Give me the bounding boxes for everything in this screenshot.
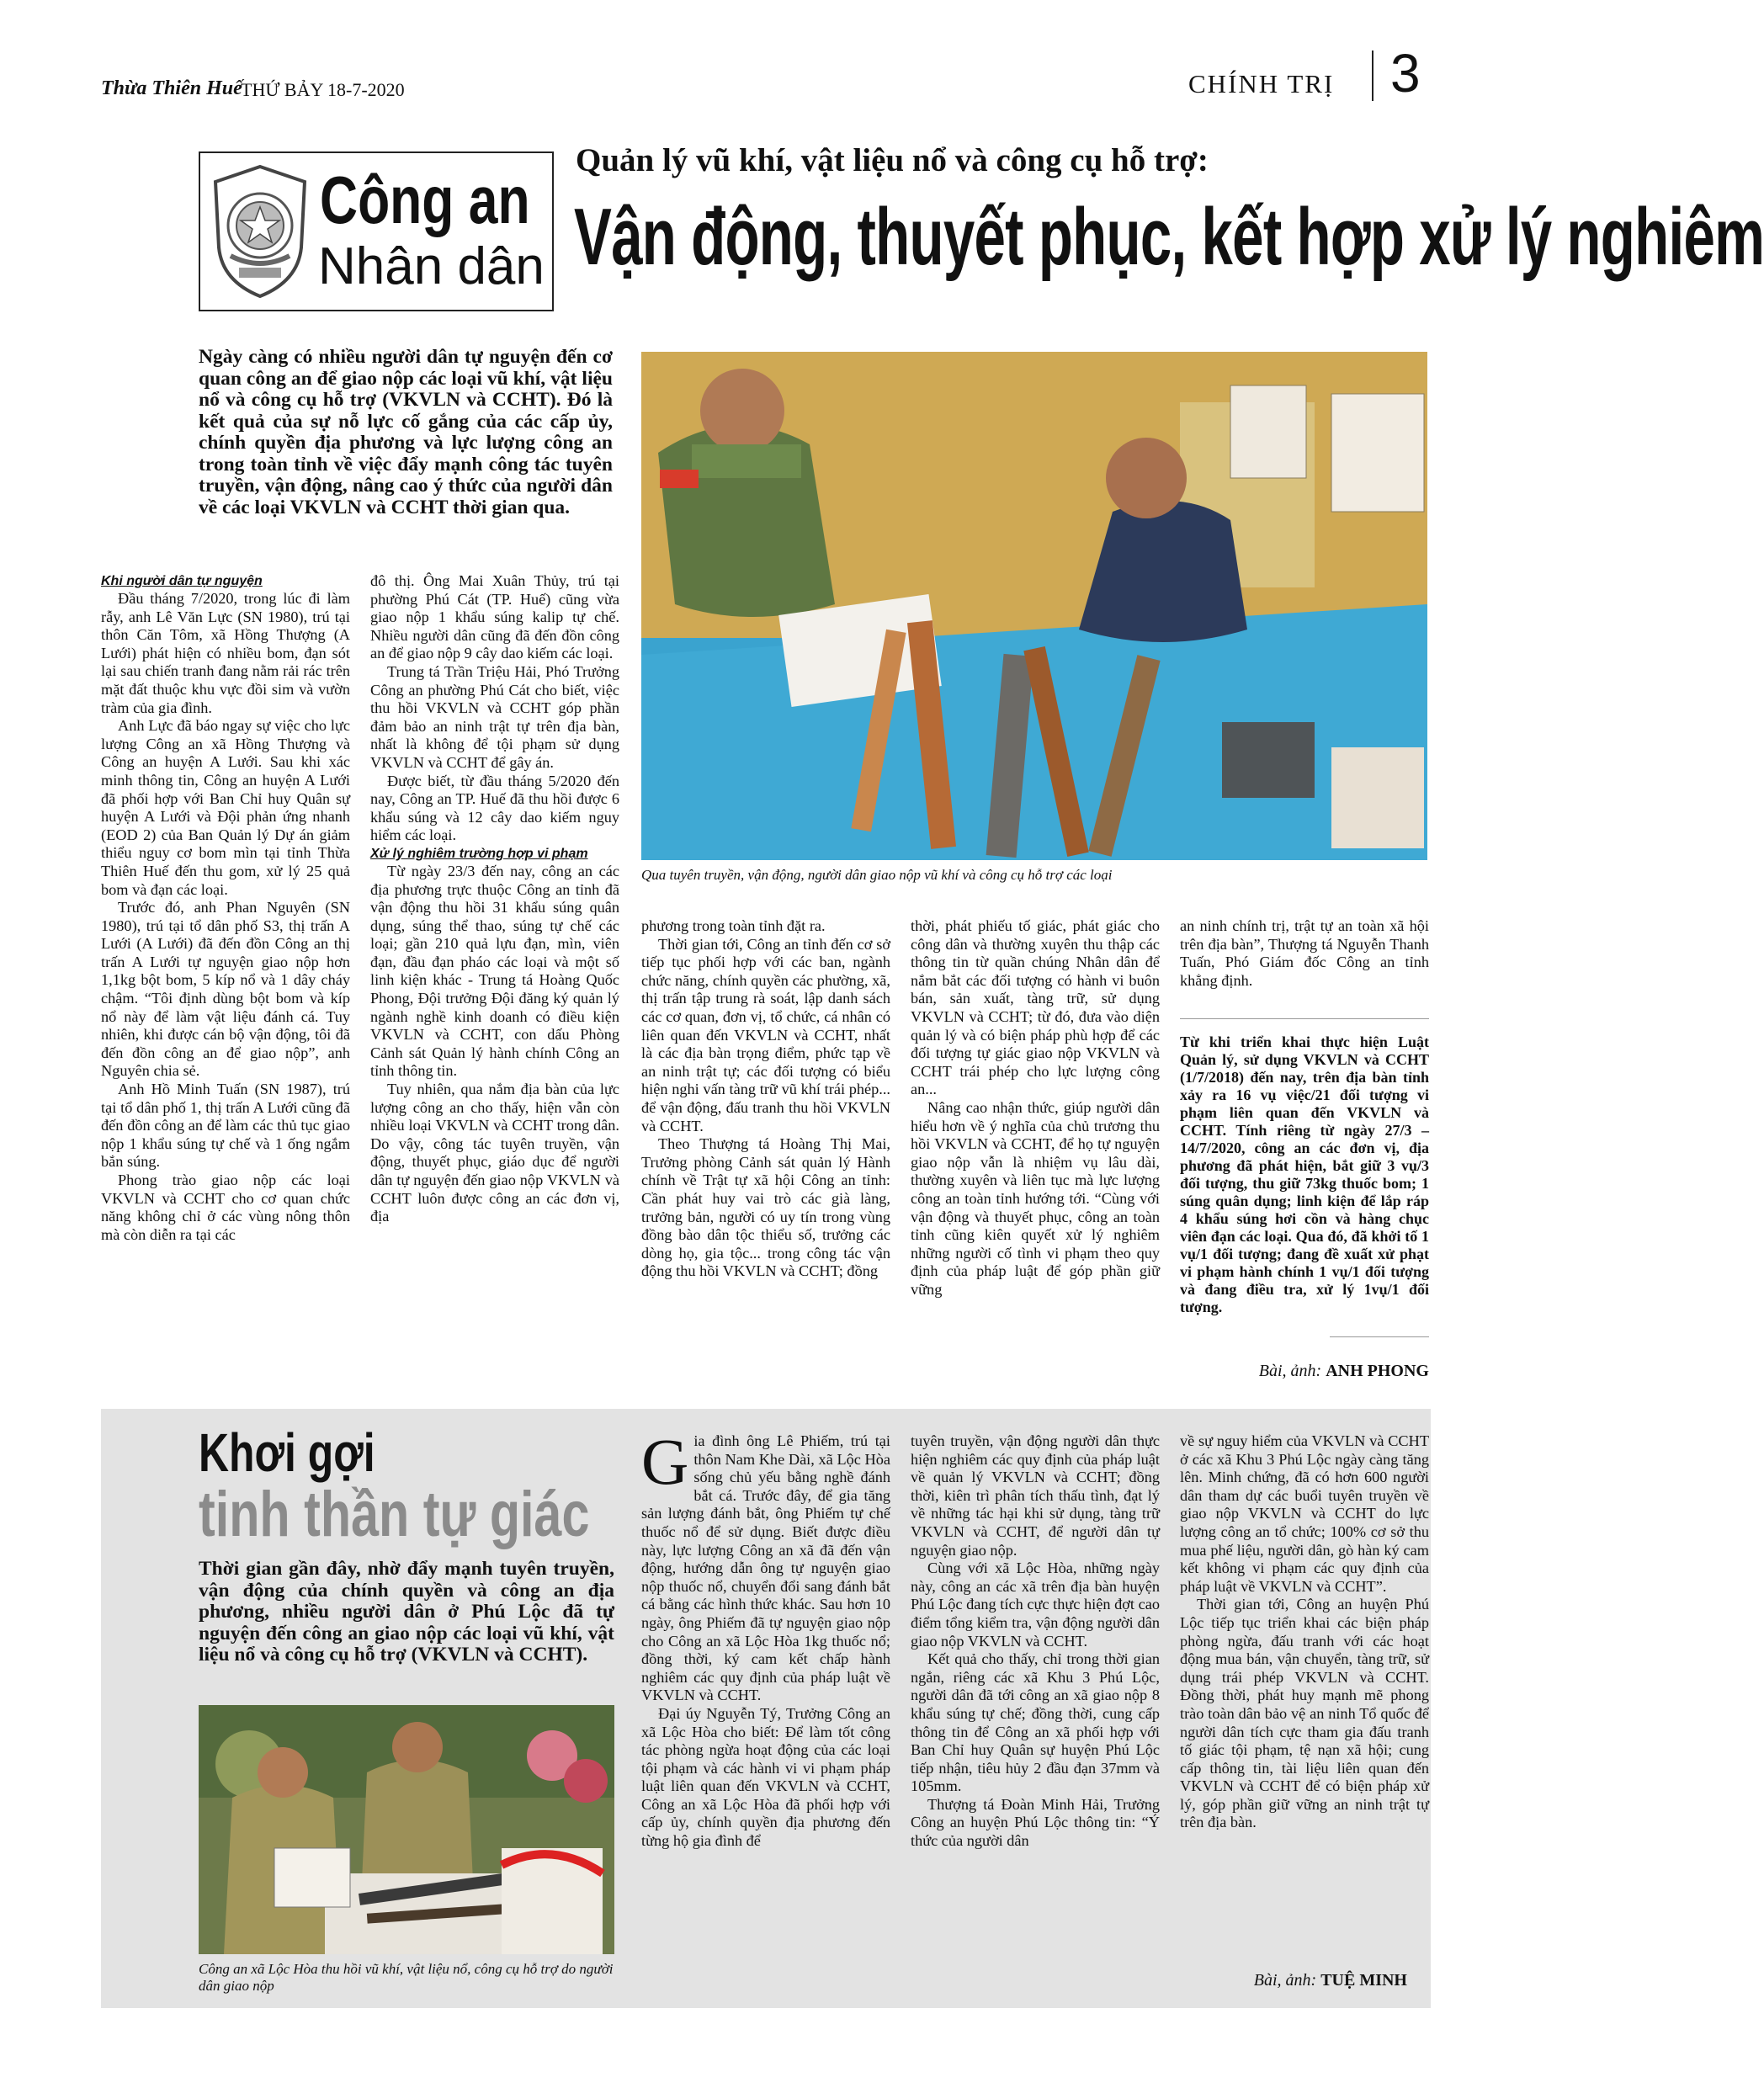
paragraph: Kết quả cho thấy, chỉ trong thời gian ngắn, riêng các xã Khu 3 Phú Lộc, người dân đã tới công an xã giao nộp 8 khẩu súng tự chế; đồng thời, cung cấp thông tin để Công an xã phối hợp với Ban Chỉ huy Quân sự huyện Phú Lộc tiếp nhận, tiêu hủy 2 đầu đạn 37mm và 105mm. [911,1650,1160,1795]
article2-byline [1180,1971,1407,1990]
paragraph: Thời gian tới, Công an tỉnh đến cơ sở tiếp tục phối hợp với các ban, ngành chức năng, chính quyền các phường, xã, thị trấn tập trung rà soát, lập danh sách các cơ quan, đơn vị, tổ chức, cá nhân có liên quan đến VKVLN và CCHT, nhất là các địa bàn trọng điểm, phức tạp về an ninh trật tự; các đối tượng có biểu hiện nghi vấn tàng trữ vũ khí trái phép... để vận động, đấu tranh thu hồi VKVLN và CCHT. [641,935,890,1134]
paper-name: Thừa Thiên Huế [101,77,242,99]
article2-column-2 [911,1432,1160,1851]
paragraph: đô thị. Ông Mai Xuân Thủy, trú tại phường Phú Cát (TP. Huế) cũng vừa giao nộp 1 khẩu súng kalip tự chế. Nhiều người dân cũng đã đến đồn công an để giao nộp 9 cây dao kiếm các loại. [370,572,619,662]
logo-line1: Công an [320,162,530,237]
paragraph: phương trong toàn tỉnh đặt ra. [641,917,826,934]
byline-name: TUỆ MINH [1320,1971,1407,1990]
sidebar-rule-bottom [1330,1336,1429,1337]
article1-photo [641,352,1427,860]
sidebar-rule-top [1180,1018,1429,1019]
article2-photo [199,1705,614,1954]
article1-column-5 [1180,917,1429,990]
dropcap: G [641,1425,689,1498]
logo-line2: Nhân dân [318,237,545,295]
article1-byline [1180,1362,1429,1381]
paragraph: tuyên truyền, vận động người dân thực hiện nghiêm các quy định của pháp luật về quản lý VKVLN và CCHT; đồng thời, kiên trì phân tích thấu tình, đạt lý về những tác hại khi sử dụng, tàng trữ VKVLN và CCHT, để người dân tự nguyện giao nộp. [911,1432,1160,1559]
paragraph: thời, phát phiếu tố giác, phát giác cho công dân và thường xuyên thu thập các thông tin từ quần chúng Nhân dân để nắm bắt các đối tượng có hành vi buôn bán, sản xuất, tàng trữ, sử dụng VKVLN và CCHT; từ đó, đưa vào diện quản lý và có biện pháp phù hợp để các đối tượng tự giác giao nộp VKVLN và CCHT trái phép cho lực lượng công an... [911,917,1160,1098]
byline-name: ANH PHONG [1326,1362,1429,1380]
article1-photo-caption: Qua tuyên truyền, vận động, người dân giao nộp vũ khí và công cụ hỗ trợ các loại [641,867,1113,883]
paragraph: Được biết, từ đầu tháng 5/2020 đến nay, Công an TP. Huế đã thu hồi được 6 khẩu súng và 12 cây dao kiếm nguy hiểm các loại. [370,772,619,844]
article1-kicker: Quản lý vũ khí, vật liệu nổ và công cụ hỗ trợ: [576,142,1209,178]
article1-column-2 [370,572,619,1226]
paragraph: Theo Thượng tá Hoàng Thị Mai, Trưởng phòng Cảnh sát quản lý Hành chính về Trật tự xã hội Công an tỉnh: Cần phát huy vai trò các già làng, trưởng bản, người có uy tín trong vùng đồng bào dân tộc thiểu số, trưởng các dòng họ, gia tộc... trong công tác vận động thu hồi VKVLN và CCHT; đồng [641,1135,890,1280]
page-number: 3 [1390,43,1421,104]
paragraph: về sự nguy hiểm của VKVLN và CCHT ở các xã Khu 3 Phú Lộc ngày càng tăng lên. Minh chứng, đã có hơn 600 người dân tham dự các buổi tuyên truyền về giao nộp VKVLN và CCHT do lực lượng công an tổ chức; 100% cơ sở thu mua phế liệu, người dân, gò hàn ký cam kết không vi phạm các quy định của pháp luật về VKVLN và CCHT”. [1180,1432,1429,1595]
issue-date: THỨ BẢY 18-7-2020 [241,79,405,100]
article1-headline: Vận động, thuyết phục, kết hợp xử lý nghiêm [574,192,1764,282]
paragraph: ia đình ông Lê Phiếm, trú tại thôn Nam Khe Dài, xã Lộc Hòa sống chủ yếu bằng nghề đánh bắt cá. Trước đây, để gia tăng sản lượng đánh bắt, ông Phiếm tự chế thuốc nổ để sử dụng. Biết được điều này, lực lượng Công an xã đã đến vận động, hướng dẫn ông tự nguyện giao nộp thuốc nổ, chuyển đổi sang đánh bắt cá bằng các hình thức khác. Sau hơn 10 ngày, ông Phiếm đã tự nguyện giao nộp cho Công an xã Lộc Hòa 1kg thuốc nổ; đồng thời, ký cam kết chấp hành nghiêm các quy định của pháp luật về VKVLN và CCHT. [641,1432,890,1704]
paragraph: Phong trào giao nộp các loại VKVLN và CCHT cho cơ quan chức năng không chỉ ở các vùng nông thôn mà còn diễn ra tại các [101,1172,350,1243]
article1-column-1 [101,572,350,1244]
subhead: Khi người dân tự nguyện [101,574,263,588]
article2-column-3 [1180,1432,1429,1832]
article2-lead: Thời gian gần đây, nhờ đẩy mạnh tuyên truyền, vận động của chính quyền và công an địa phương, nhiều người dân ở Phú Lộc đã tự nguyện đến công an giao nộp các loại vũ khí, vật liệu nổ và công cụ hỗ trợ (VKVLN và CCHT). [199,1558,614,1666]
police-receiving-weapons-image [641,352,1427,860]
column-logo [199,151,554,311]
article1-lead: Ngày càng có nhiều người dân tự nguyện đến cơ quan công an để giao nộp các loại vũ khí, vật liệu nổ và công cụ hỗ trợ (VKVLN và CCHT). Đó là kết quả của sự nỗ lực cố gắng của các cấp ủy, chính quyền địa phương và lực lượng công an trong toàn tỉnh về việc đẩy mạnh công tác tuyên truyền, vận động, nâng cao ý thức của người dân về các loại VKVLN và CCHT thời gian qua. [199,346,613,518]
byline-label: Bài, ảnh: [1258,1362,1322,1380]
section-name: CHÍNH TRỊ [1188,69,1335,98]
paragraph: an ninh chính trị, trật tự an toàn xã hội trên địa bàn”, Thượng tá Nguyễn Thanh Tuấn, Phó Giám đốc Công an tỉnh khẳng định. [1180,917,1429,989]
masthead-divider [1372,50,1373,101]
paragraph: Nâng cao nhận thức, giúp người dân hiểu hơn về ý nghĩa của chủ trương thu hồi VKVLN và CCHT, để họ tự nguyện giao nộp vẫn là nhiệm vụ lâu dài, thường xuyên và liên tục mà lực lượng công an toàn tỉnh hướng tới. “Cùng với vận động và thuyết phục, công an toàn tỉnh cũng kiên quyết xử lý nghiêm những người cố tình vi phạm theo quy định của pháp luật để góp phần giữ vững [911,1098,1160,1298]
article2-headline-line1: Khơi gợi [199,1422,375,1483]
paragraph: Từ ngày 23/3 đến nay, công an các địa phương trực thuộc Công an tỉnh đã vận động thu hồi 31 khẩu súng quân dụng, súng thể thao, súng tự chế các loại; gần 210 quả lựu đạn, mìn, viên đạn, đầu đạn pháo các loại và một số linh kiện khác - Trung tá Hoàng Quốc Phong, Đội trưởng Đội đăng ký quản lý ngành nghề kinh doanh có điều kiện VKVLN và CCHT, con dấu Phòng Cảnh sát Quản lý hành chính Công an tỉnh thông tin. [370,862,619,1080]
paragraph: Đại úy Nguyễn Tý, Trưởng Công an xã Lộc Hòa cho biết: Để làm tốt công tác phòng ngừa hoạt động của các loại tội phạm và các hành vi vi phạm pháp luật liên quan đến VKVLN và CCHT, Công an xã Lộc Hòa đã phối hợp với cấp ủy, chính quyền địa phương đến từng hộ gia đình để [641,1704,890,1850]
paragraph: Anh Hồ Minh Tuấn (SN 1987), trú tại tổ dân phố 1, thị trấn A Lưới cũng đã đến đồn công an để làm các thủ tục giao nộp 1 khẩu súng tự chế và 1 ống ngắm bắn súng. [101,1081,350,1171]
article2-column-1 [641,1425,890,1851]
paragraph: Đầu tháng 7/2020, trong lúc đi làm rẫy, anh Lê Văn Lực (SN 1980), trú tại thôn Căn Tôm, xã Hồng Thượng (A Lưới) phát hiện có nhiều bom, đạn sót lại sau chiến tranh đang nằm rải rác trên mặt đất thuộc khu vực đồi sim và vườn tràm của gia đình. [101,590,350,716]
article1-column-3 [641,917,890,1281]
paragraph: Trước đó, anh Phan Nguyên (SN 1980), trú tại tổ dân phố S3, thị trấn A Lưới (A Lưới) đã đến đồn Công an thị trấn A Lưới tự nguyện giao nộp hơn 1,1kg bột bom, 5 kíp nổ và 1 dây cháy chậm. “Tôi định dùng bột bom và kíp nổ này để làm vật liệu đánh cá. Tuy nhiên, khi được cán bộ vận động, tôi đã đến đồn công an để giao nộp”, anh Nguyên chia sẻ. [101,899,350,1080]
article2-headline-line2: tinh thần tự giác [199,1479,590,1550]
police-collecting-weapons-image [199,1705,614,1954]
article2-photo-caption: Công an xã Lộc Hòa thu hồi vũ khí, vật liệu nổ, công cụ hỗ trợ do người dân giao nộp [199,1961,614,1994]
paragraph: Tuy nhiên, qua nắm địa bàn của lực lượng công an cho thấy, hiện vẫn còn nhiều loại VKVLN và CCHT trong dân. Do vậy, công tác tuyên truyền, vận động, thuyết phục, giáo dục để người dân tự nguyện đến giao nộp VKVLN và CCHT luôn được công an các đơn vị, địa [370,1081,619,1225]
byline-label: Bài, ảnh: [1253,1971,1317,1990]
police-emblem-icon [210,163,310,300]
article1-sidebar: Từ khi triển khai thực hiện Luật Quản lý, sử dụng VKVLN và CCHT (1/7/2018) đến nay, trên địa bàn tỉnh xảy ra 16 vụ việc/21 đối tượng vi phạm liên quan đến VKVLN và CCHT. Tính riêng từ ngày 27/3 – 14/7/2020, công an các đơn vị, địa phương đã phát hiện, bắt giữ 3 vụ/3 đối tượng, thu giữ 73kg thuốc bom; 1 súng quân dụng; linh kiện để lắp ráp 4 khẩu súng hơi cồn và hàng chục viên đạn các loại. Qua đó, đã khởi tố 1 vụ/1 đối tượng; đang đề xuất xử phạt vi phạm hành chính 1 vụ/1 đối tượng và đang điều tra, xử lý 1vụ/1 đối tượng. [1180,1033,1429,1315]
paragraph: Thượng tá Đoàn Minh Hải, Trưởng Công an huyện Phú Lộc thông tin: “Ý thức của người dân [911,1795,1160,1850]
paragraph: Trung tá Trần Triệu Hải, Phó Trưởng Công an phường Phú Cát cho biết, việc thu hồi VKVLN và CCHT góp phần đảm bảo an ninh trật tự trên địa bàn, nhất là không để tội phạm sử dụng VKVLN và CCHT để gây án. [370,662,619,771]
paragraph: Cùng với xã Lộc Hòa, những ngày này, công an các xã trên địa bàn huyện Phú Lộc đang tích cực thực hiện đợt cao điểm tổng kiểm tra, vận động người dân giao nộp VKVLN và CCHT. [911,1559,1160,1650]
subhead: Xử lý nghiêm trường hợp vi phạm [370,846,588,861]
article1-column-4 [911,917,1160,1299]
paragraph: Thời gian tới, Công an huyện Phú Lộc tiếp tục triển khai các biện pháp phòng ngừa, đấu tranh với các hoạt động mua bán, vận chuyển, tàng trữ, sử dụng trái phép VKVLN và CCHT. Đồng thời, phát huy mạnh mẽ phong trào toàn dân bảo vệ an ninh Tổ quốc để người dân tích cực tham gia đấu tranh tố giác tội phạm, tệ nạn xã hội; cung cấp thông tin, tài liệu liên quan đến VKVLN và CCHT để có biện pháp xử lý, góp phần giữ vững an ninh trật tự trên địa bàn. [1180,1596,1429,1831]
paragraph: Anh Lực đã báo ngay sự việc cho lực lượng Công an xã Hồng Thượng và Công an huyện A Lưới. Sau khi xác minh thông tin, Công an huyện A Lưới đã phối hợp với Ban Chỉ huy Quân sự huyện A Lưới và Đội phản ứng nhanh (EOD 2) của Ban Quản lý Dự án giảm thiểu nguy cơ bom mìn tại tỉnh Thừa Thiên Huế đến thu gom, xử lý 25 quả bom và đạn các loại. [101,717,350,898]
